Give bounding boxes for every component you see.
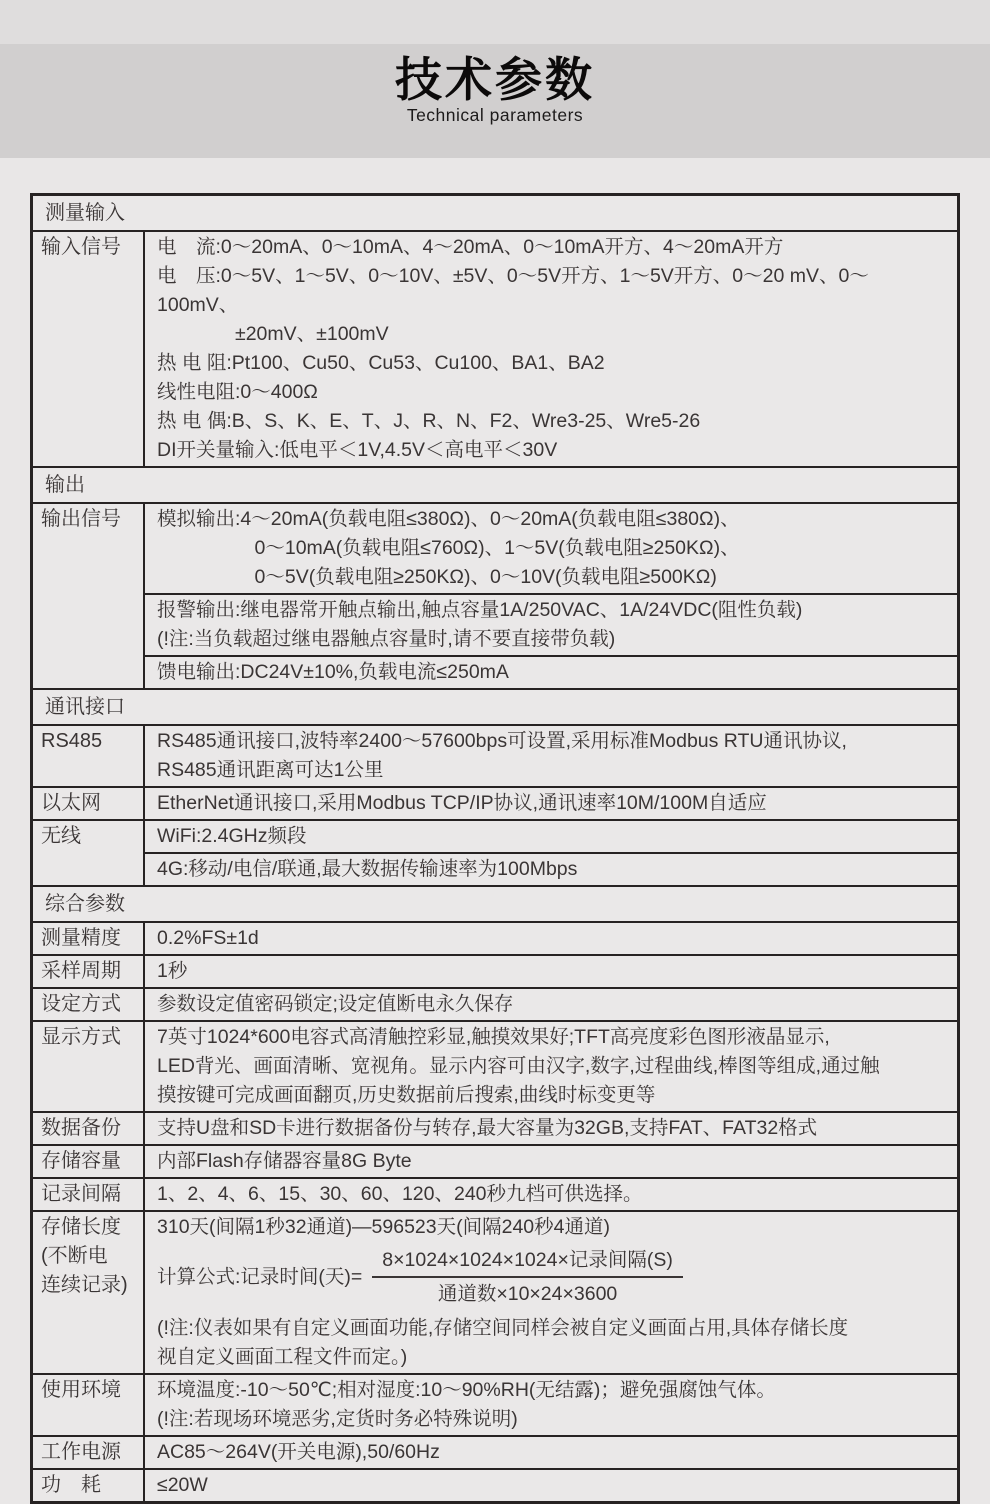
param-value-cell bbox=[145, 593, 957, 655]
page-title: 技术参数 bbox=[395, 53, 595, 106]
param-value-line: 模拟输出:4～20mA(负载电阻≤380Ω)、0～20mA(负载电阻≤380Ω)、 bbox=[157, 508, 740, 530]
param-value-line: 7英寸1024*600电容式高清触控彩显,触摸效果好;TFT高亮度彩色图形液晶显示, bbox=[157, 1026, 830, 1048]
param-value-line: 热 电 阻:Pt100、Cu50、Cu53、Cu100、BA1、BA2 bbox=[157, 352, 605, 374]
param-value-line: WiFi:2.4GHz频段 bbox=[157, 825, 307, 847]
formula-prefix: 计算公式:记录时间(天)= bbox=[157, 1265, 363, 1288]
param-value-line: ≤20W bbox=[157, 1474, 208, 1496]
param-value-line: 内部Flash存储器容量8G Byte bbox=[157, 1150, 412, 1172]
param-content bbox=[145, 956, 957, 987]
param-label-line: 功 耗 bbox=[41, 1474, 101, 1496]
param-value-line: 电 流:0～20mA、0～10mA、4～20mA、0～10mA开方、4～20mA开方 bbox=[157, 236, 784, 258]
param-label bbox=[33, 1022, 145, 1111]
param-label bbox=[33, 1113, 145, 1144]
param-label-line: 测量精度 bbox=[41, 927, 121, 949]
formula-denominator: 通道数×10×24×3600 bbox=[437, 1283, 618, 1305]
param-value-line: RS485通讯接口,波特率2400～57600bps可设置,采用标准Modbus RTU通讯协议, bbox=[157, 730, 847, 752]
section-header: 测量输入 bbox=[45, 202, 125, 224]
param-label bbox=[33, 788, 145, 819]
param-value-cell bbox=[145, 232, 957, 466]
param-value-line: 1秒 bbox=[157, 960, 188, 982]
param-row bbox=[33, 987, 957, 1020]
formula-fraction bbox=[372, 1246, 683, 1308]
top-band bbox=[0, 0, 990, 44]
param-row bbox=[33, 786, 957, 819]
param-value-cell bbox=[145, 726, 957, 786]
param-value-line: EtherNet通讯接口,采用Modbus TCP/IP协议,通讯速率10M/100M自适应 bbox=[157, 792, 767, 814]
title-banner bbox=[0, 44, 990, 158]
param-label bbox=[33, 1146, 145, 1177]
param-content bbox=[145, 923, 957, 954]
section-header: 综合参数 bbox=[33, 885, 957, 921]
param-value-line: (!注:仪表如果有自定义画面功能,存储空间同样会被自定义画面占用,具体存储长度 bbox=[157, 1317, 849, 1339]
param-content bbox=[145, 788, 957, 819]
param-value-line: DI开关量输入:低电平＜1V,4.5V＜高电平＜30V bbox=[157, 439, 558, 461]
param-row bbox=[33, 1111, 957, 1144]
page-subtitle: Technical parameters bbox=[406, 104, 584, 125]
param-content bbox=[145, 1022, 957, 1111]
section-header: 输出 bbox=[33, 466, 957, 502]
param-label-line: 存储容量 bbox=[41, 1150, 121, 1172]
param-value-line: 馈电输出:DC24V±10%,负载电流≤250mA bbox=[157, 661, 509, 683]
param-label bbox=[33, 1375, 145, 1435]
param-label bbox=[33, 504, 145, 688]
spec-table bbox=[30, 193, 960, 1504]
param-row bbox=[33, 502, 957, 688]
param-label-line: 输出信号 bbox=[41, 508, 121, 530]
param-content bbox=[145, 1375, 957, 1435]
param-row bbox=[33, 1177, 957, 1210]
param-content bbox=[145, 1179, 957, 1210]
param-label-line: 使用环境 bbox=[41, 1379, 121, 1401]
param-value-cell bbox=[145, 1179, 957, 1210]
param-value-line: 摸按键可完成画面翻页,历史数据前后搜索,曲线时标变更等 bbox=[157, 1084, 656, 1106]
param-value-line: 0～5V(负载电阻≥250KΩ)、0～10V(负载电阻≥500KΩ) bbox=[157, 566, 717, 588]
param-label bbox=[33, 1179, 145, 1210]
param-value-line: (!注:当负载超过继电器触点容量时,请不要直接带负载) bbox=[157, 628, 616, 650]
param-row bbox=[33, 1144, 957, 1177]
param-label-line: 输入信号 bbox=[41, 236, 121, 258]
param-content bbox=[145, 1113, 957, 1144]
param-value-cell bbox=[145, 923, 957, 954]
param-label bbox=[33, 1437, 145, 1468]
param-value-cell bbox=[145, 1146, 957, 1177]
param-row bbox=[33, 819, 957, 885]
param-value-line: AC85～264V(开关电源),50/60Hz bbox=[157, 1441, 440, 1463]
param-label-line: 以太网 bbox=[41, 792, 101, 814]
param-row bbox=[33, 1210, 957, 1373]
param-value-line: 310天(间隔1秒32通道)—596523天(间隔240秒4通道) bbox=[157, 1216, 610, 1238]
param-content bbox=[145, 504, 957, 688]
param-value-line: 0～10mA(负载电阻≤760Ω)、1～5V(负载电阻≥250KΩ)、 bbox=[157, 537, 740, 559]
param-value-line: 电 压:0～5V、1～5V、0～10V、±5V、0～5V开方、1～5V开方、0～20 mV、0～100mV、 bbox=[157, 265, 869, 316]
param-value-line: 视自定义画面工程文件而定。) bbox=[157, 1346, 408, 1368]
param-row bbox=[33, 1373, 957, 1435]
param-value-line: ±20mV、±100mV bbox=[157, 323, 389, 345]
param-value-line: LED背光、画面清晰、宽视角。显示内容可由汉字,数字,过程曲线,棒图等组成,通过触 bbox=[157, 1055, 880, 1077]
param-value-cell bbox=[145, 1113, 957, 1144]
param-label-line: 设定方式 bbox=[41, 993, 121, 1015]
param-content bbox=[145, 726, 957, 786]
param-value-cell bbox=[145, 1022, 957, 1111]
param-value-line: 热 电 偶:B、S、K、E、T、J、R、N、F2、Wre3-25、Wre5-26 bbox=[157, 410, 701, 432]
param-content bbox=[145, 821, 957, 885]
param-row bbox=[33, 1020, 957, 1111]
param-label-line: 数据备份 bbox=[41, 1117, 121, 1139]
param-content bbox=[145, 1146, 957, 1177]
param-row bbox=[33, 1468, 957, 1501]
param-value-line: 4G:移动/电信/联通,最大数据传输速率为100Mbps bbox=[157, 858, 578, 880]
formula-numerator: 8×1024×1024×1024×记录间隔(S) bbox=[372, 1246, 683, 1278]
param-value-cell bbox=[145, 1470, 957, 1501]
param-label-line: 存储长度 bbox=[41, 1216, 121, 1238]
storage-formula bbox=[157, 1242, 947, 1314]
param-content bbox=[145, 1437, 957, 1468]
param-value-line: (!注:若现场环境恶劣,定货时务必特殊说明) bbox=[157, 1408, 518, 1430]
param-label-line: 记录间隔 bbox=[41, 1183, 121, 1205]
param-label bbox=[33, 923, 145, 954]
param-value-cell bbox=[145, 504, 957, 593]
param-value-line: 环境温度:-10～50℃;相对湿度:10～90%RH(无结露)；避免强腐蚀气体。 bbox=[157, 1379, 776, 1401]
param-value-cell bbox=[145, 655, 957, 688]
param-value-cell bbox=[145, 1437, 957, 1468]
param-value-line: 1、2、4、6、15、30、60、120、240秒九档可供选择。 bbox=[157, 1183, 643, 1205]
param-content bbox=[145, 989, 957, 1020]
param-value-line: 线性电阻:0～400Ω bbox=[157, 381, 318, 403]
param-value-cell bbox=[145, 788, 957, 819]
param-row bbox=[33, 230, 957, 466]
param-value-cell bbox=[145, 821, 957, 852]
param-label-line: RS485 bbox=[41, 730, 103, 752]
param-value-line: 0.2%FS±1d bbox=[157, 927, 259, 949]
param-content bbox=[145, 1470, 957, 1501]
param-label-line: 采样周期 bbox=[41, 960, 121, 982]
param-row bbox=[33, 1435, 957, 1468]
param-label bbox=[33, 726, 145, 786]
param-row bbox=[33, 921, 957, 954]
param-value-cell bbox=[145, 1212, 957, 1373]
param-label-line: (不断电 bbox=[41, 1245, 108, 1267]
param-value-cell bbox=[145, 956, 957, 987]
param-label bbox=[33, 232, 145, 466]
param-label-line: 无线 bbox=[41, 825, 81, 847]
param-value-line: 支持U盘和SD卡进行数据备份与转存,最大容量为32GB,支持FAT、FAT32格式 bbox=[157, 1117, 818, 1139]
param-value-line: 报警输出:继电器常开触点输出,触点容量1A/250VAC、1A/24VDC(阻性负载) bbox=[157, 599, 803, 621]
param-value-line: RS485通讯距离可达1公里 bbox=[157, 759, 384, 781]
param-label-line: 工作电源 bbox=[41, 1441, 121, 1463]
param-label bbox=[33, 989, 145, 1020]
param-value-cell bbox=[145, 989, 957, 1020]
param-label bbox=[33, 1470, 145, 1501]
param-label bbox=[33, 821, 145, 885]
param-content bbox=[145, 1212, 957, 1373]
param-label bbox=[33, 956, 145, 987]
param-row bbox=[33, 954, 957, 987]
param-row bbox=[33, 724, 957, 786]
param-label-line: 显示方式 bbox=[41, 1026, 121, 1048]
section-header: 通讯接口 bbox=[33, 688, 957, 724]
param-label bbox=[33, 1212, 145, 1373]
param-value-cell bbox=[145, 852, 957, 885]
param-content bbox=[145, 232, 957, 466]
param-label-line: 连续记录) bbox=[41, 1274, 128, 1296]
param-value-line: 参数设定值密码锁定;设定值断电永久保存 bbox=[157, 993, 514, 1015]
param-value-cell bbox=[145, 1375, 957, 1435]
